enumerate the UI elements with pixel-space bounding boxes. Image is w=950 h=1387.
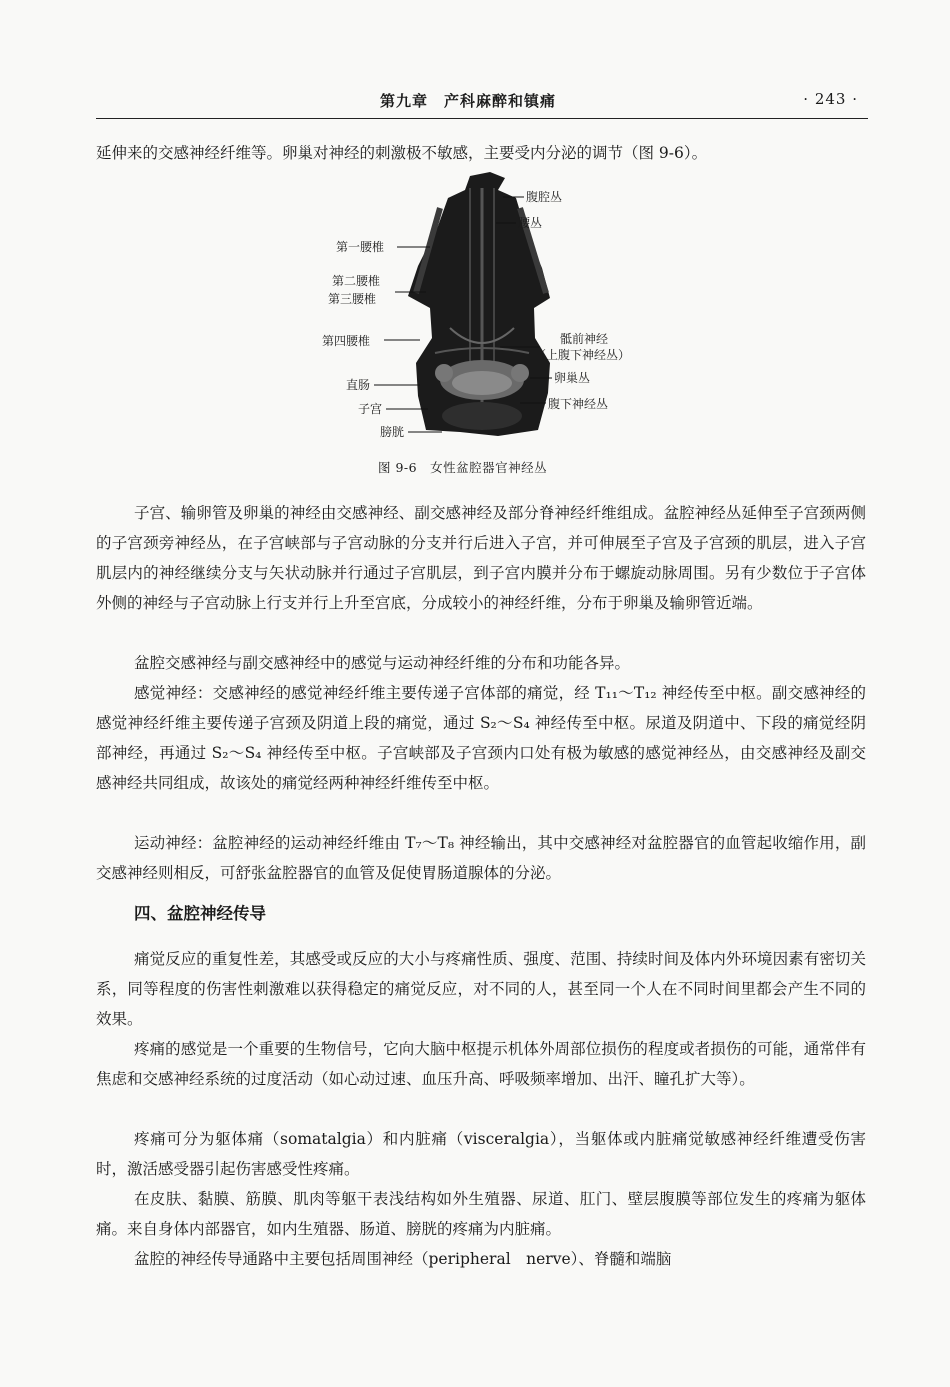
label-hypogastric-plexus: 腹下神经丛	[548, 397, 609, 411]
paragraph-motor-nerves: 运动神经：盆腔神经的运动神经纤维由 T₇～T₈ 神经输出，其中交感神经对盆腔器官的血管起收缩作用，副交感神经则相反，可舒张盆腔器官的血管及促使胃肠道腺体的分泌。	[96, 834, 866, 882]
chapter-title: 第九章 产科麻醉和镇痛	[380, 92, 557, 110]
label-superior-hypogastric-plexus: （上腹下神经丛）	[534, 348, 631, 362]
paragraph-conduction-pathway: 盆腔的神经传导通路中主要包括周围神经（peripheral nerve）、脊髓和端脑	[134, 1250, 672, 1268]
label-l2-vertebra: 第二腰椎	[332, 274, 381, 288]
label-uterus: 子宫	[358, 402, 383, 416]
paragraph-somatic-visceral: 在皮肤、黏膜、筋膜、肌肉等躯干表浅结构如外生殖器、尿道、肛门、壁层腹膜等部位发生的疼痛为躯体痛。来自身体内部器官，如内生殖器、肠道、膀胱的疼痛为内脏痛。	[96, 1190, 866, 1238]
label-l3-vertebra: 第三腰椎	[328, 292, 377, 306]
figure-caption: 图 9-6 女性盆腔器官神经丛	[378, 460, 548, 475]
paragraph-sensory-motor-intro: 盆腔交感神经与副交感神经中的感觉与运动神经纤维的分布和功能各异。	[134, 654, 631, 672]
label-bladder: 膀胱	[380, 425, 405, 439]
paragraph-intro: 延伸来的交感神经纤维等。卵巢对神经的刺激极不敏感，主要受内分泌的调节（图 9-6）。	[96, 144, 708, 162]
label-presacral-nerve: 骶前神经	[560, 332, 609, 346]
paragraph-nerve-composition: 子宫、输卵管及卵巢的神经由交感神经、副交感神经及部分脊神经纤维组成。盆腔神经丛延伸至子宫颈两侧的子宫颈旁神经丛，在子宫峡部与子宫动脉的分支并行后进入子宫，并可伸展至子宫及子宫颈的肌层，进入子宫肌层内的神经继续分支与矢状动脉并行通过子宫肌层，到子宫内膜并分布于螺旋动脉周围。另有少数位于子宫体外侧的神经与子宫动脉上行支并行上升至宫底，分成较小的神经纤维，分布于卵巢及输卵管近端。	[96, 504, 866, 612]
label-l4-vertebra: 第四腰椎	[322, 334, 371, 348]
page-number: · 243 ·	[803, 90, 858, 108]
label-rectum: 直肠	[346, 378, 371, 392]
label-celiac-plexus: 腹腔丛	[526, 190, 563, 204]
paragraph-pain-signal: 疼痛的感觉是一个重要的生物信号，它向大脑中枢提示机体外周部位损伤的程度或者损伤的可能，通常伴有焦虑和交感神经系统的过度活动（如心动过速、血压升高、呼吸频率增加、出汗、瞳孔扩大等）。	[96, 1040, 866, 1088]
paragraph-pain-response: 痛觉反应的重复性差，其感受或反应的大小与疼痛性质、强度、范围、持续时间及体内外环境因素有密切关系，同等程度的伤害性刺激难以获得稳定的痛觉反应，对不同的人，甚至同一个人在不同时间里都会产生不同的效果。	[96, 950, 866, 1028]
running-header	[96, 88, 868, 119]
paragraph-pain-types: 疼痛可分为躯体痛（somatalgia）和内脏痛（visceralgia），当躯体或内脏痛觉敏感神经纤维遭受伤害时，激活感受器引起伤害感受性疼痛。	[96, 1130, 866, 1178]
figure-9-6	[320, 168, 660, 443]
section-heading: 四、盆腔神经传导	[134, 904, 266, 923]
label-lumbar-plexus: 腰丛	[518, 216, 543, 230]
paragraph-sensory-nerves: 感觉神经：交感神经的感觉神经纤维主要传递子宫体部的痛觉，经 T₁₁～T₁₂ 神经传至中枢。副交感神经的感觉神经纤维主要传递子宫颈及阴道上段的痛觉，通过 S₂～S₄ 神经传至中枢。尿道及阴道中、下段的痛觉经阴部神经，再通过 S₂～S₄ 神经传至中枢。子宫峡部及子宫颈内口处有极为敏感的感觉神经丛，由交感神经及副交感神经共同组成，故该处的痛觉经两种神经纤维传至中枢。	[96, 684, 866, 792]
label-ovarian-plexus: 卵巢丛	[554, 371, 591, 385]
label-l1-vertebra: 第一腰椎	[336, 240, 385, 254]
